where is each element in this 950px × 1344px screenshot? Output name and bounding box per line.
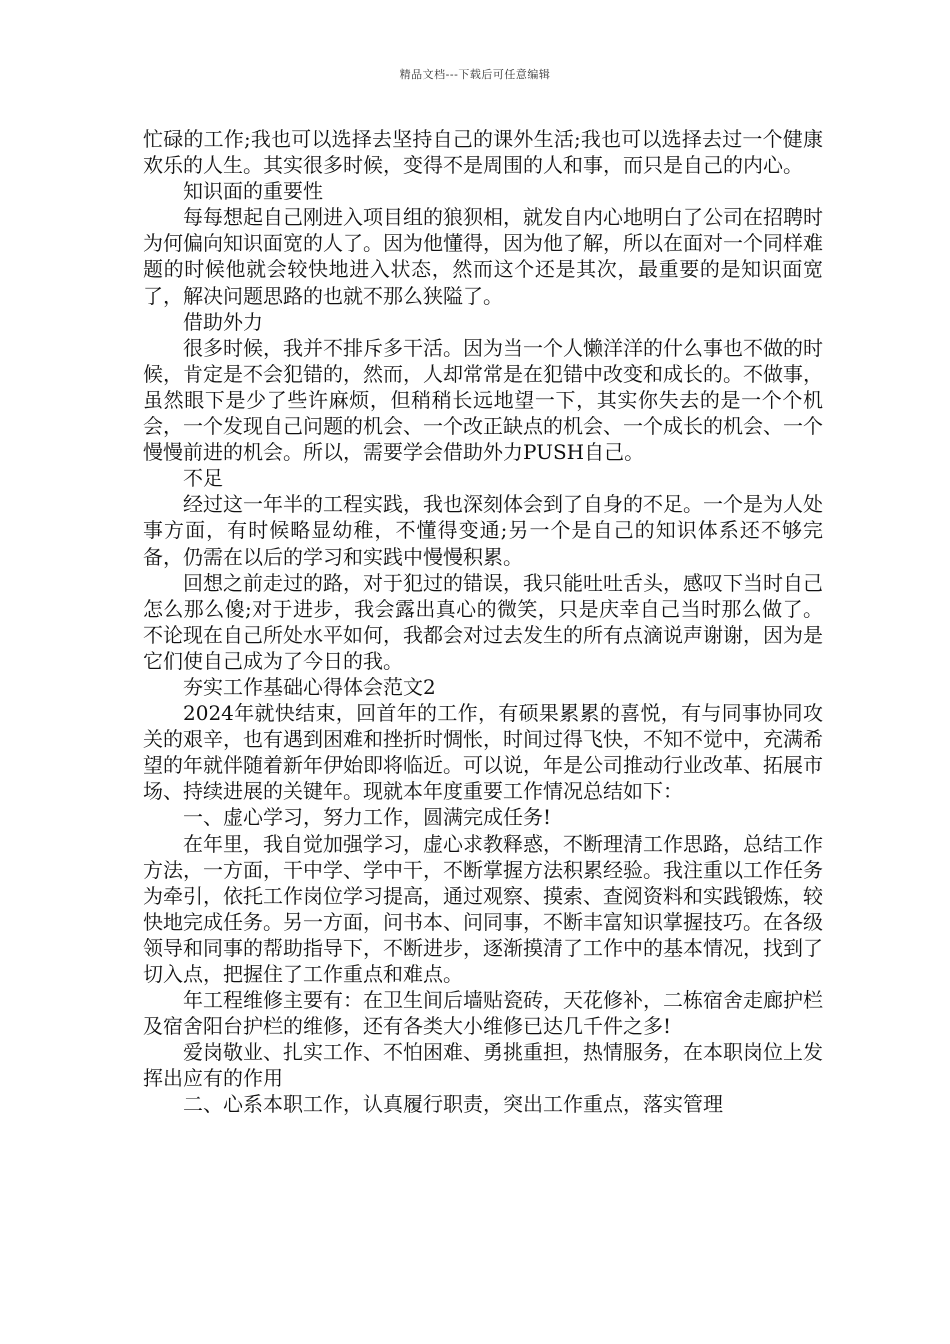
paragraph: 爱岗敬业、扎实工作、不怕困难、勇挑重担，热情服务，在本职岗位上发挥出应有的作用 — [143, 1040, 823, 1091]
document-body — [143, 126, 823, 1118]
paragraph: 回想之前走过的路，对于犯过的错误，我只能吐吐舌头，感叹下当时自己怎么那么傻;对于进步，我会露出真心的微笑，只是庆幸自己当时那么做了。不论现在自己所处水平如何，我都会对过去发生的所有点滴说声谢谢，因为是它们使自己成为了今日的我。 — [143, 570, 823, 673]
section-heading: 知识面的重要性 — [183, 179, 323, 204]
section-heading: 一、虚心学习，努力工作，圆满完成任务! — [183, 805, 552, 830]
section-heading: 夯实工作基础心得体会范文2 — [183, 674, 436, 699]
paragraph: 每每想起自己刚进入项目组的狼狈相，就发自内心地明白了公司在招聘时为何偏向知识面宽的人了。因为他懂得，因为他了解，所以在面对一个同样难题的时候他就会较快地进入状态，然而这个还是其次，最重要的是知识面宽了，解决问题思路的也就不那么狭隘了。 — [143, 205, 823, 308]
paragraph: 经过这一年半的工程实践，我也深刻体会到了自身的不足。一个是为人处事方面，有时候略显幼稚，不懂得变通;另一个是自己的知识体系还不够完备，仍需在以后的学习和实践中慢慢积累。 — [143, 492, 823, 569]
section-heading: 借助外力 — [183, 309, 263, 334]
paragraph: 2024年就快结束，回首年的工作，有硕果累累的喜悦，有与同事协同攻关的艰辛，也有遇到困难和挫折时惆怅，时间过得飞快，不知不觉中，充满希望的年就伴随着新年伊始即将临近。可以说，年是公司推动行业改革、拓展市场、持续进展的关键年。现就本年度重要工作情况总结如下： — [143, 701, 823, 804]
section-heading: 不足 — [183, 466, 223, 491]
page-header: 精品文档---下载后可任意编辑 — [399, 68, 551, 81]
paragraph: 忙碌的工作;我也可以选择去坚持自己的课外生活;我也可以选择去过一个健康欢乐的人生。其实很多时候，变得不是周围的人和事，而只是自己的内心。 — [143, 127, 823, 178]
paragraph: 在年里，我自觉加强学习，虚心求教释惑，不断理清工作思路，总结工作方法，一方面，干中学、学中干，不断掌握方法积累经验。我注重以工作任务为牵引，依托工作岗位学习提高，通过观察、摸索、查阅资料和实践锻炼，较快地完成任务。另一方面，问书本、问同事，不断丰富知识掌握技巧。在各级领导和同事的帮助指导下，不断进步，逐渐摸清了工作中的基本情况，找到了切入点，把握住了工作重点和难点。 — [143, 831, 823, 986]
paragraph: 年工程维修主要有：在卫生间后墙贴瓷砖，天花修补，二栋宿舍走廊护栏及宿舍阳台护栏的维修，还有各类大小维修已达几千件之多! — [143, 988, 823, 1039]
section-heading: 二、心系本职工作，认真履行职责，突出工作重点，落实管理 — [183, 1092, 723, 1117]
paragraph: 很多时候，我并不排斥多干活。因为当一个人懒洋洋的什么事也不做的时候，肯定是不会犯错的，然而，人却常常是在犯错中改变和成长的。不做事，虽然眼下是少了些许麻烦，但稍稍长远地望一下，其实你失去的是一个个机会，一个发现自己问题的机会、一个改正缺点的机会、一个成长的机会、一个慢慢前进的机会。所以，需要学会借助外力PUSH自己。 — [143, 335, 823, 465]
